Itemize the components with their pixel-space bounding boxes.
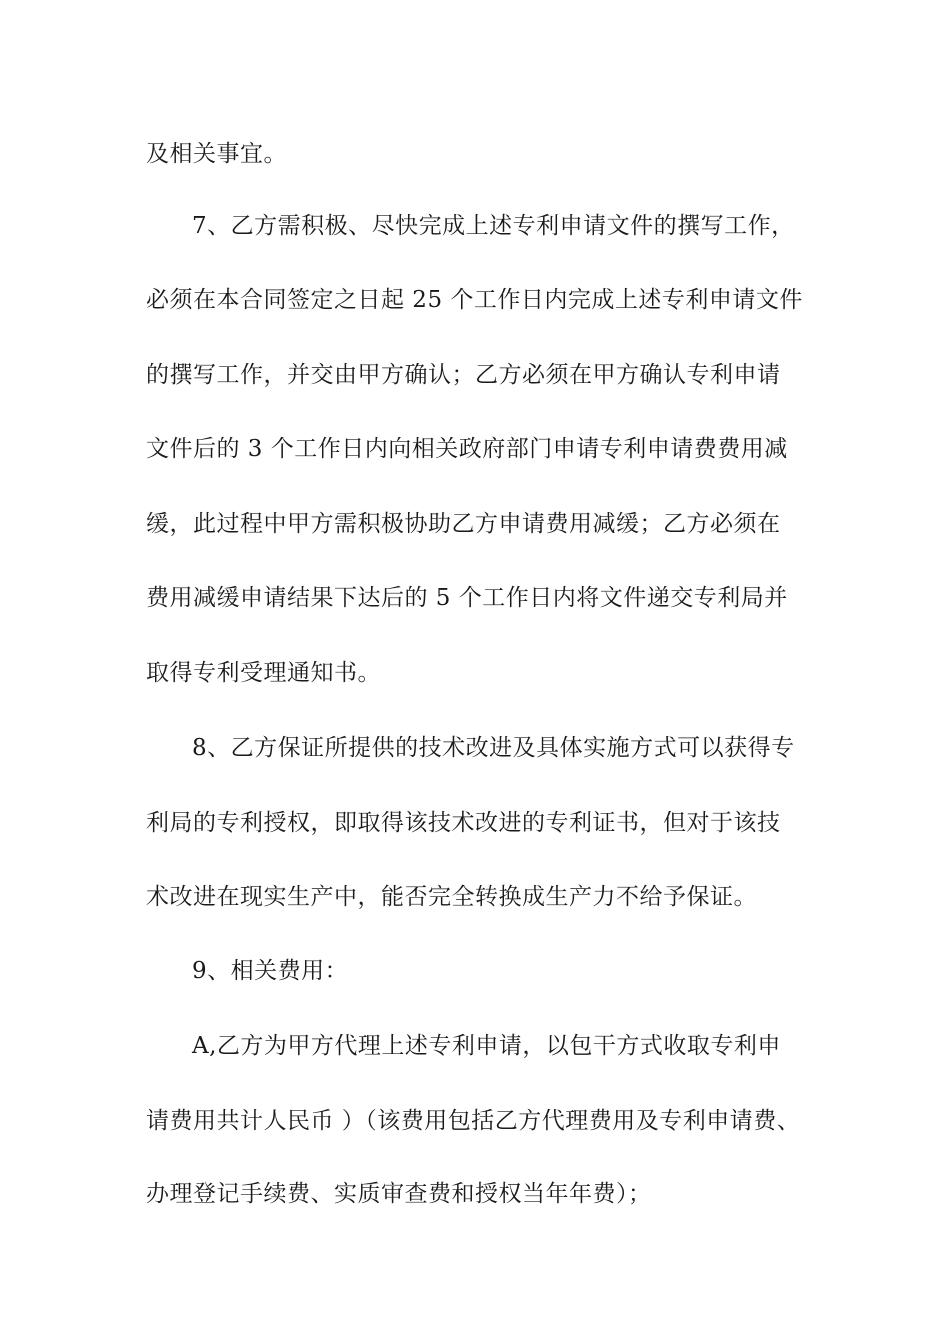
text-line: 请费用共计人民币 ）（该费用包括乙方代理费用及专利申请费、 bbox=[146, 1108, 801, 1134]
text-line: 及相关事宜。 bbox=[146, 141, 287, 167]
text-line: 文件后的 3 个工作日内向相关政府部门申请专利申请费费用减 bbox=[146, 436, 788, 462]
text-line: A,乙方为甲方代理上述专利申请，以包干方式收取专利申 bbox=[192, 1033, 781, 1059]
text-line: 7、乙方需积极、尽快完成上述专利申请文件的撰写工作， bbox=[192, 213, 795, 239]
text-line: 取得专利受理通知书。 bbox=[146, 660, 381, 686]
text-line: 办理登记手续费、实质审查费和授权当年年费）； bbox=[146, 1181, 652, 1207]
text-line: 9、相关费用： bbox=[192, 958, 349, 984]
text-line: 术改进在现实生产中，能否完全转换成生产力不给予保证。 bbox=[146, 884, 757, 910]
text-line: 利局的专利授权，即取得该技术改进的专利证书，但对于该技 bbox=[146, 810, 781, 836]
text-line: 的撰写工作，并交由甲方确认；乙方必须在甲方确认专利申请 bbox=[146, 362, 781, 388]
text-line: 8、乙方保证所提供的技术改进及具体实施方式可以获得专 bbox=[192, 735, 795, 761]
text-line: 必须在本合同签定之日起 25 个工作日内完成上述专利申请文件 bbox=[146, 287, 803, 313]
text-line: 费用减缓申请结果下达后的 5 个工作日内将文件递交专利局并 bbox=[146, 585, 788, 611]
text-line: 缓，此过程中甲方需积极协助乙方申请费用减缓；乙方必须在 bbox=[146, 511, 781, 537]
